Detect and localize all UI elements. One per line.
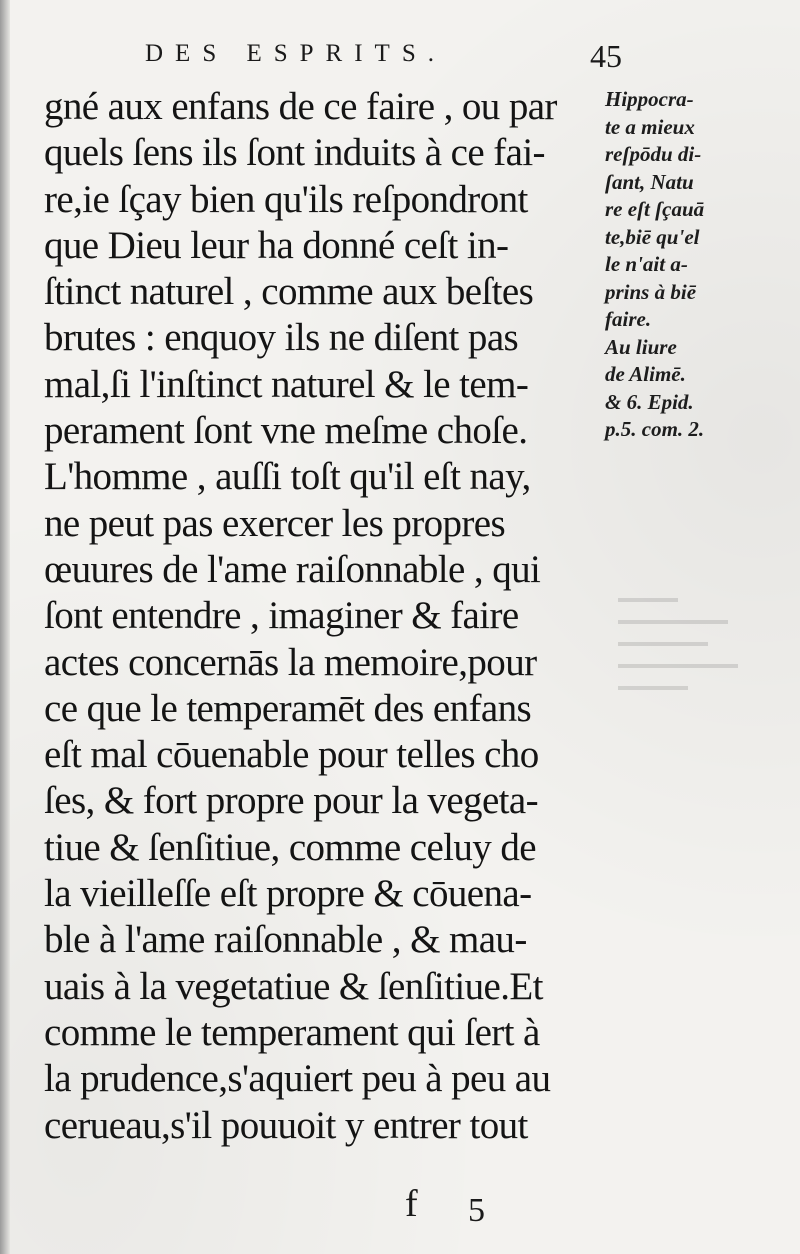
running-head: DES ESPRITS. (145, 40, 446, 67)
marginal-note-line: prins à biē (605, 279, 697, 304)
text-line: que Dieu leur ha donné ceſt in- (44, 223, 509, 267)
marginal-note-line: faire. (605, 307, 652, 331)
marginal-note-line: re eſt ſçauā (605, 197, 705, 221)
text-line: actes concernās la memoire,pour (44, 640, 537, 684)
text-line: la vieilleſſe eſt propre & cōuena- (44, 872, 532, 916)
text-line: mal,ſi l'inſtinct naturel & le tem- (44, 362, 529, 406)
main-text-block (44, 84, 624, 1149)
marginal-note-line: de Alimē. (605, 362, 686, 386)
signature-number: 5 (468, 1192, 485, 1229)
text-line: quels ſens ils ſont induits à ce fai- (44, 131, 545, 175)
marginal-note-line: Hippocra- (605, 87, 694, 111)
marginal-note-line: le n'ait a- (605, 252, 688, 276)
signature-mark: f (405, 1183, 418, 1225)
marginal-note-line: ſant, Natu (605, 169, 694, 194)
marginal-note (605, 86, 795, 444)
text-line: ſont entendre , imaginer & faire (44, 594, 519, 638)
marginal-note-line: Au liure (605, 334, 677, 359)
marginal-note-line: & 6. Epid. (605, 389, 694, 414)
text-line: L'homme , auſſi toſt qu'il eſt nay, (44, 455, 531, 499)
text-line: ſes, & fort propre pour la vegeta- (44, 779, 538, 823)
page-gutter-shadow (0, 0, 10, 1254)
text-line: brutes : enquoy ils ne diſent pas (44, 316, 519, 360)
text-line: ce que le temperamēt des enfans (44, 686, 532, 730)
text-line: ble à l'ame raiſonnable , & mau- (44, 918, 527, 962)
marginal-note-line: te a mieux (605, 114, 695, 139)
text-line: cerueau,s'il pouuoit y entrer tout (44, 1103, 528, 1147)
text-line: tiue & ſenſitiue, comme celuy de (44, 825, 536, 869)
text-line: ſtinct naturel , comme aux beſtes (44, 270, 534, 314)
text-line: re,ie ſçay bien qu'ils reſpondront (44, 177, 528, 221)
show-through-texture (610, 590, 790, 730)
marginal-note-line: te,biē qu'el (605, 224, 700, 249)
text-line: ne peut pas exercer les propres (44, 501, 506, 545)
text-line: eſt mal cōuenable pour telles cho (44, 733, 539, 777)
text-line: la prudence,s'aquiert peu à peu au (44, 1057, 551, 1101)
text-line: œuures de l'ame raiſonnable , qui (44, 547, 541, 591)
text-line: gné aux enfans de ce faire , ou par (44, 85, 557, 128)
text-line: comme le temperament qui ſert à (44, 1010, 540, 1054)
page-number: 45 (590, 38, 622, 74)
marginal-note-line: p.5. com. 2. (605, 417, 705, 441)
text-line: uais à la vegetatiue & ſenſitiue.Et (44, 964, 543, 1008)
text-line: perament ſont vne meſme choſe. (44, 409, 528, 453)
marginal-note-line: reſpōdu di- (605, 142, 702, 166)
